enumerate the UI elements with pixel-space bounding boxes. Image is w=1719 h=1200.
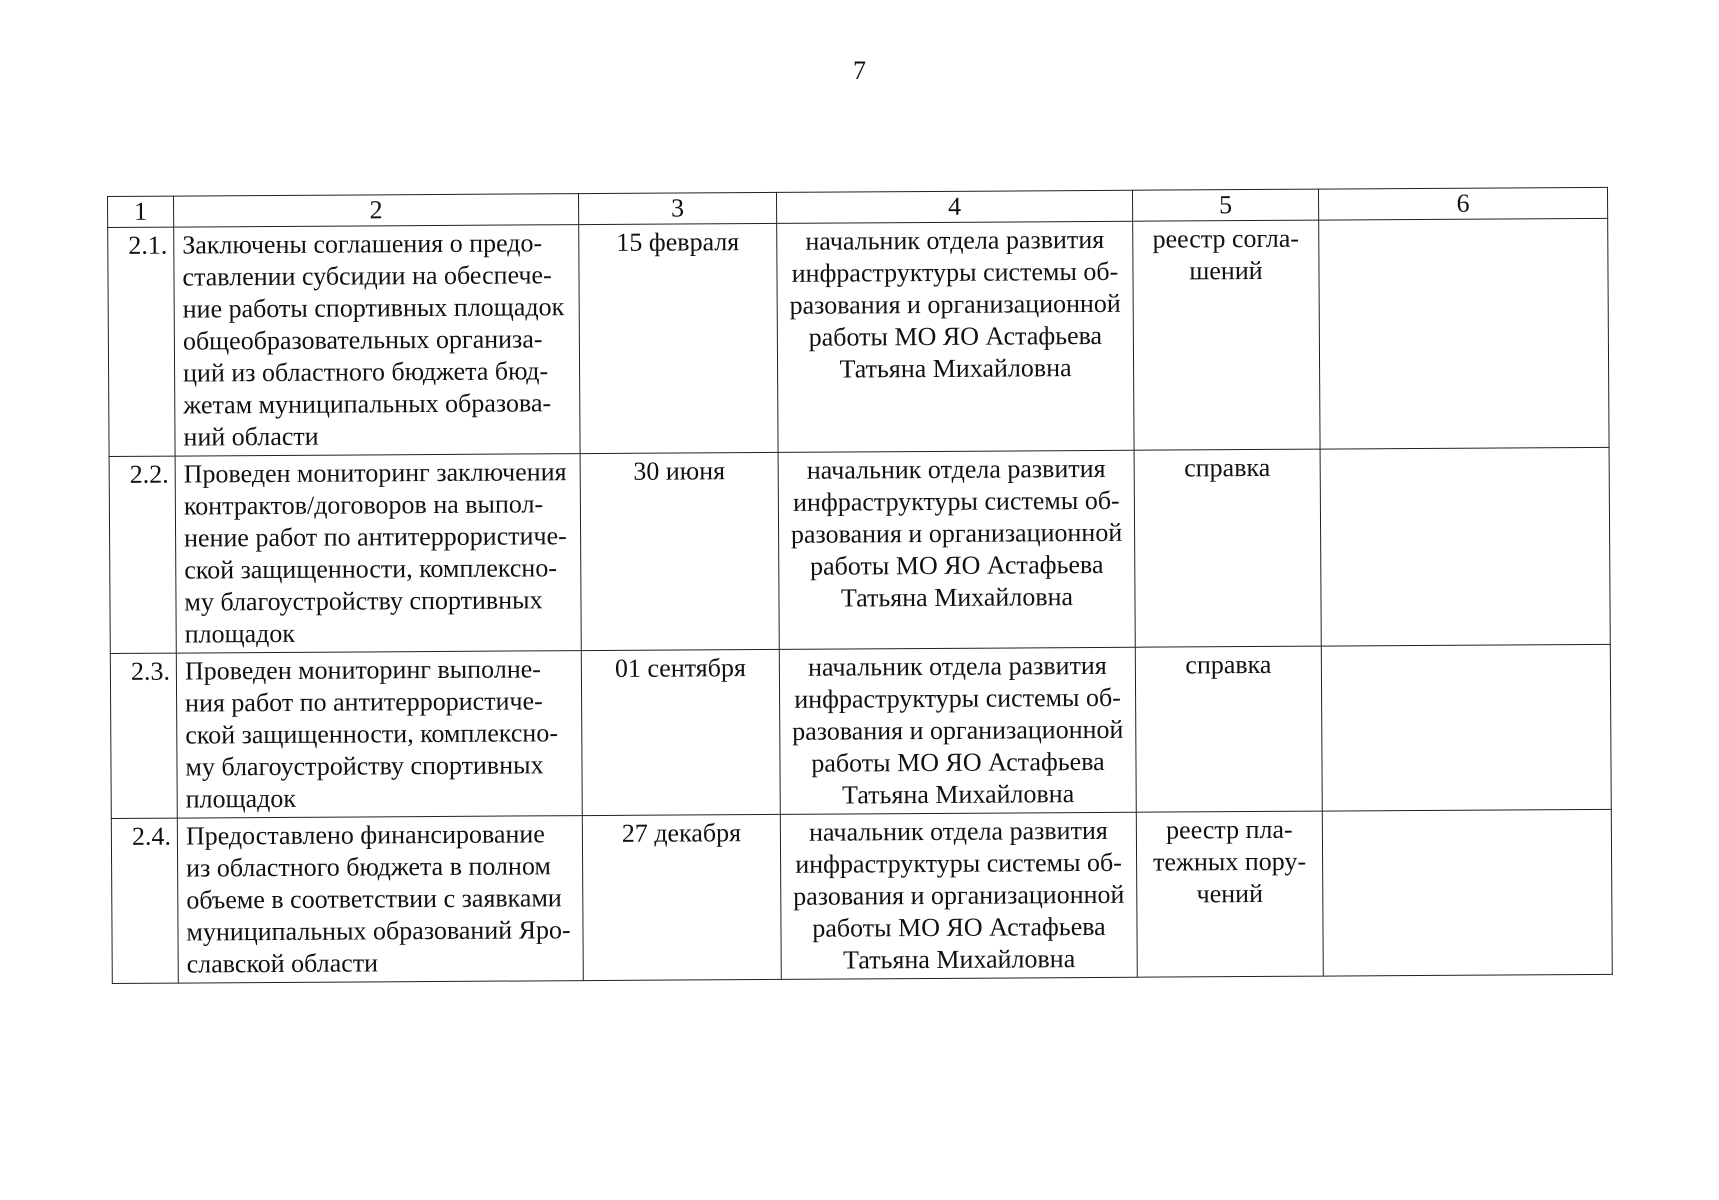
row-number: 2.2. <box>109 456 176 653</box>
row-col6 <box>1319 218 1609 449</box>
row-col6 <box>1320 447 1610 646</box>
row-responsible: начальник отдела развития инфраструктуры системы об- разования и организационной работы МО ЯО Астафьева Татьяна Михайловна <box>780 812 1137 979</box>
header-col-3: 3 <box>578 192 776 224</box>
row-number: 2.3. <box>110 653 177 818</box>
row-description: Заключены соглашения о предо- ставлении субсидии на обеспече- ние работы спортивных площадок общеобразовательных организа- ций из областного бюджета бюд- жетам муниципальных образова- ний области <box>174 225 580 456</box>
row-col6 <box>1322 809 1612 976</box>
header-col-6: 6 <box>1318 187 1607 220</box>
header-col-5: 5 <box>1132 189 1318 221</box>
table-row <box>110 644 1611 818</box>
row-deadline: 15 февраля <box>579 223 778 453</box>
row-document: реестр пла- тежных пору- чений <box>1136 811 1323 977</box>
row-deadline: 30 июня <box>580 452 779 650</box>
table-row <box>108 218 1609 456</box>
header-col-1: 1 <box>108 196 174 227</box>
row-deadline: 01 сентября <box>581 649 780 815</box>
plan-table <box>107 187 1613 984</box>
row-document: справка <box>1134 449 1321 647</box>
row-col6 <box>1321 644 1611 811</box>
row-responsible: начальник отдела развития инфраструктуры системы об- разования и организационной работы МО ЯО Астафьева Татьяна Михайловна <box>777 221 1134 452</box>
row-number: 2.4. <box>111 818 178 983</box>
header-col-2: 2 <box>174 194 579 227</box>
page-number: 7 <box>853 56 866 85</box>
row-number: 2.1. <box>108 227 175 456</box>
document-table-container <box>107 187 1612 984</box>
row-deadline: 27 декабря <box>582 814 781 980</box>
row-document: справка <box>1135 646 1322 812</box>
row-description: Проведен мониторинг выполне- ния работ по антитеррористиче- ской защищенности, комплексно- му благоустройству спортивных площадок <box>176 651 582 818</box>
row-description: Проведен мониторинг заключения контрактов/договоров на выпол- нение работ по антитеррористиче- ской защищенности, комплексно- му благоустройству спортивных площадок <box>175 454 581 653</box>
table-row <box>111 809 1612 983</box>
row-description: Предоставлено финансирование из областного бюджета в полном объеме в соответствии с заявками муниципальных образований Яро- славской области <box>177 816 583 983</box>
table-row <box>109 447 1610 653</box>
row-document: реестр согла- шений <box>1133 220 1320 450</box>
row-responsible: начальник отдела развития инфраструктуры системы об- разования и организационной работы МО ЯО Астафьева Татьяна Михайловна <box>779 647 1136 814</box>
header-col-4: 4 <box>776 190 1132 223</box>
row-responsible: начальник отдела развития инфраструктуры системы об- разования и организационной работы МО ЯО Астафьева Татьяна Михайловна <box>778 450 1135 649</box>
